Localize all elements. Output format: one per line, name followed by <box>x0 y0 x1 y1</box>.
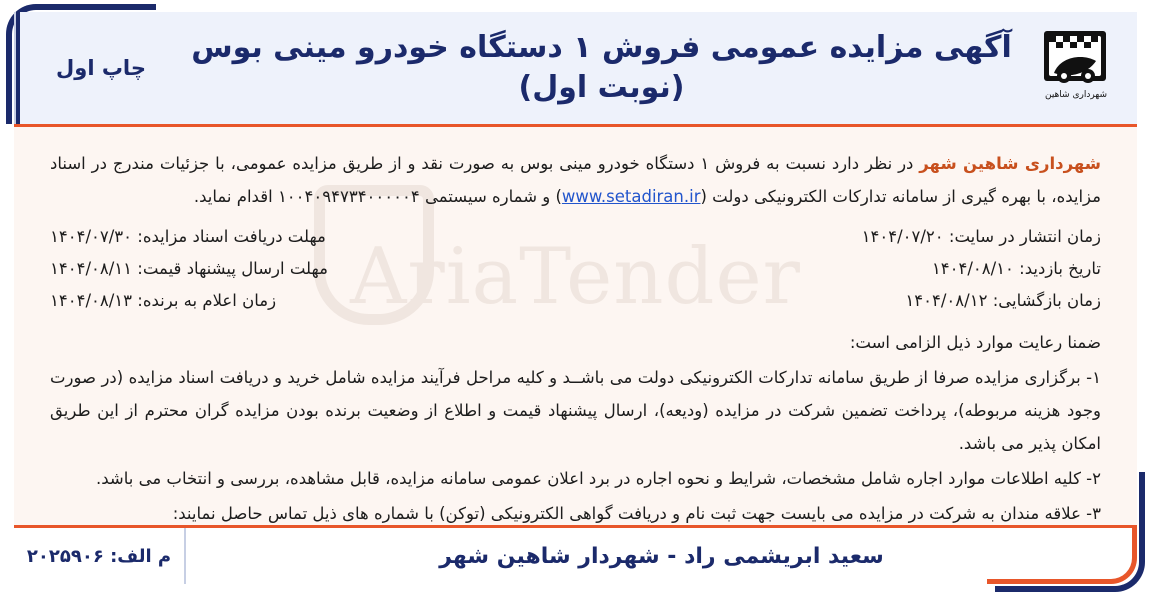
edition-label: چاپ اول <box>56 56 146 80</box>
date-row-publish <box>606 221 1102 253</box>
date-label-visit: تاریخ بازدید: <box>1019 259 1101 279</box>
date-label-docs-deadline: مهلت دریافت اسناد مزایده: <box>137 227 326 246</box>
announcement-text <box>14 127 1137 528</box>
svg-text:شهرداری شاهین: شهرداری شاهین <box>1044 90 1108 100</box>
date-value-visit: ۱۴۰۴/۰۸/۱۰ <box>931 259 1014 279</box>
date-value-publish: ۱۴۰۴/۰۷/۲۰ <box>861 227 944 246</box>
edition-box <box>14 12 186 124</box>
date-row-visit <box>606 253 1102 285</box>
date-row-docs-deadline <box>50 221 546 253</box>
clause-1: ۱- برگزاری مزایده صرفا از طریق سامانه تدارکات الکترونیکی دولت می باشــد و کلیه مراحل فرآیند مزایده شامل خرید و دریافت اسناد مزایده (در صورت وجود هزینه مربوطه)، پرداخت تضمین شرکت در مزایده (ودیعه)، ارسال پیشنهاد قیمت و اطلاع از وضعیت برنده بودن مزایده گران محترم از این طریق امکان پذیر می باشد. <box>50 367 1101 453</box>
reference-code-box <box>14 528 186 584</box>
poster-title <box>186 12 1017 124</box>
intro-paragraph <box>50 147 1101 213</box>
page-title-line1: آگهی مزایده عمومی فروش ۱ دستگاه خودرو مینی بوس <box>191 29 1012 65</box>
setadiran-link-intro[interactable]: www.setadiran.ir <box>561 187 701 206</box>
organization-name: شهرداری شاهین شهر <box>919 154 1101 173</box>
date-row-bid-deadline <box>50 253 546 285</box>
signature-line: سعید ابریشمی راد - شهردار شاهین شهر <box>439 543 884 569</box>
reference-code: م الف: ۲۰۲۵۹۰۶ <box>26 545 172 567</box>
header <box>14 12 1137 124</box>
announcement-body-panel <box>14 124 1137 528</box>
page-title-line2: (نوبت اول) <box>518 70 685 105</box>
clause-3: ۳- علاقه مندان به شرکت در مزایده می بایست جهت ثبت نام و دریافت گواهی الکترونیکی (توکن) با شماره های ذیل تماس حاصل نمایند: <box>172 503 1101 523</box>
municipality-logo <box>1017 12 1137 124</box>
date-value-bid-deadline: ۱۴۰۴/۰۸/۱۱ <box>50 259 133 279</box>
watermark-text: AriaTender <box>350 232 801 322</box>
date-value-opening: ۱۴۰۴/۰۸/۱۲ <box>905 291 988 311</box>
clause-2: ۲- کلیه اطلاعات موارد اجاره شامل مشخصات، شرایط و نحوه اجاره در برد اعلان عمومی سامانه مزایده، قابل مشاهده، بررسی و انتخاب می باشد. <box>95 468 1101 488</box>
intro-tail: ) و شماره سیستمی ۱۰۰۴۰۹۴۷۳۴۰۰۰۰۰۴ اقدام نماید. <box>193 187 562 206</box>
date-value-winner-announce: ۱۴۰۴/۰۸/۱۳ <box>50 291 133 311</box>
municipality-logo-icon <box>1040 29 1114 107</box>
date-label-opening: زمان بازگشایی: <box>992 291 1101 311</box>
date-row-winner-announce <box>50 285 546 317</box>
key-dates-grid <box>50 221 1101 318</box>
date-label-winner-announce: زمان اعلام به برنده: <box>137 291 277 311</box>
intro-rest: در نظر دارد نسبت به فروش ۱ دستگاه خودرو مینی بوس به صورت نقد و از طریق مزایده عمومی، با جزئیات مندرج در اسناد مزایده، با بهره گیری از سامانه تدارکات الکترونیکی دولت ( <box>50 154 1101 206</box>
notes-intro: ضمنا رعایت موارد ذیل الزامی است: <box>849 332 1101 352</box>
date-value-docs-deadline: ۱۴۰۴/۰۷/۳۰ <box>50 227 133 246</box>
date-row-opening <box>606 285 1102 317</box>
date-label-publish: زمان انتشار در سایت: <box>948 227 1101 246</box>
footer <box>14 528 1137 584</box>
date-label-bid-deadline: مهلت ارسال پیشنهاد قیمت: <box>137 259 328 279</box>
